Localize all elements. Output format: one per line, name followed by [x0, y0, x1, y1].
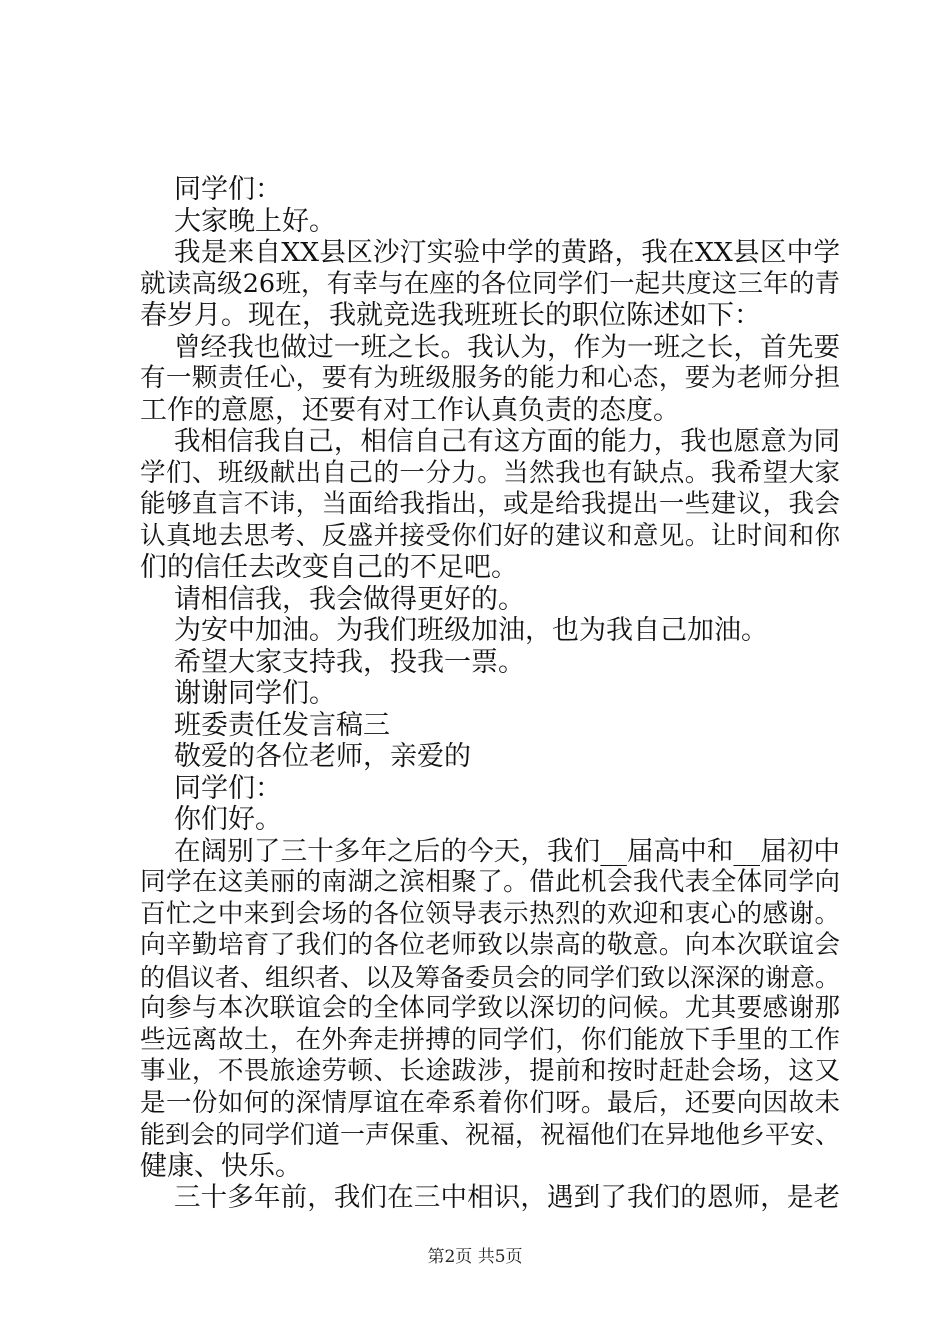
text-line: 健康、快乐。	[140, 1150, 302, 1182]
text-line: 些远离故土，在外奔走拼搏的同学们，你们能放下手里的工作	[140, 1024, 840, 1055]
text-line: 希望大家支持我，投我一票。	[174, 646, 525, 678]
text-line: 有一颗责任心，要有为班级服务的能力和心态，要为老师分担	[140, 363, 840, 393]
text-line: 认真地去思考、反盛并接受你们好的建议和意见。让时间和你	[140, 520, 840, 551]
text-line: 就读高级26班，有幸与在座的各位同学们一起共度这三年的青	[140, 268, 840, 299]
text-line: 敬爱的各位老师，亲爱的	[174, 741, 471, 772]
text-line: 在阔别了三十多年之后的今天，我们__届高中和__届初中	[174, 835, 840, 867]
text-line: 我是来自XX县区沙汀实验中学的黄路，我在XX县区中学	[174, 237, 840, 268]
text-line: 我相信我自己，相信自己有这方面的能力，我也愿意为同	[174, 426, 840, 457]
text-line: 学们、班级献出自己的一分力。当然我也有缺点。我希望大家	[140, 457, 840, 488]
text-line: 班委责任发言稿三	[174, 709, 390, 741]
text-line: 工作的意愿，还要有对工作认真负责的态度。	[140, 394, 680, 426]
text-line: 曾经我也做过一班之长。我认为，作为一班之长，首先要	[174, 331, 840, 363]
text-line: 的倡议者、组织者、以及筹备委员会的同学们致以深深的谢意。	[140, 962, 841, 992]
text-line: 你们好。	[174, 804, 282, 835]
text-line: 请相信我，我会做得更好的。	[174, 583, 525, 615]
text-line: 向辛勤培育了我们的各位老师致以崇高的敬意。向本次联谊会	[140, 930, 840, 960]
text-line: 是一份如何的深情厚谊在牵系着你们呀。最后，还要向因故未	[140, 1087, 840, 1118]
page-footer: 第2页 共5页	[427, 1247, 523, 1267]
text-line: 三十多年前，我们在三中相识，遇到了我们的恩师，是老	[174, 1182, 840, 1213]
text-line: 春岁月。现在，我就竞选我班班长的职位陈述如下：	[140, 300, 761, 331]
text-line: 能够直言不讳，当面给我指出，或是给我提出一些建议，我会	[140, 489, 840, 519]
text-line: 事业，不畏旅途劳顿、长途跋涉，提前和按时赶赴会场，这又	[140, 1056, 840, 1086]
text-line: 谢谢同学们。	[174, 678, 336, 709]
text-line: 们的信任去改变自己的不足吧。	[140, 552, 518, 583]
text-line: 同学们：	[174, 772, 282, 804]
document-body	[140, 174, 840, 1214]
text-line: 为安中加油。为我们班级加油，也为我自己加油。	[174, 615, 768, 646]
text-line: 向参与本次联谊会的全体同学致以深切的问候。尤其要感谢那	[140, 993, 840, 1023]
text-line: 百忙之中来到会场的各位领导表示热烈的欢迎和衷心的感谢。	[140, 898, 840, 929]
text-line: 同学在这美丽的南湖之滨相聚了。借此机会我代表全体同学向	[140, 867, 840, 897]
text-line: 同学们：	[174, 174, 282, 205]
text-line: 能到会的同学们道一声保重、祝福，祝福他们在异地他乡平安、	[140, 1120, 841, 1149]
text-line: 大家晚上好。	[174, 205, 336, 237]
